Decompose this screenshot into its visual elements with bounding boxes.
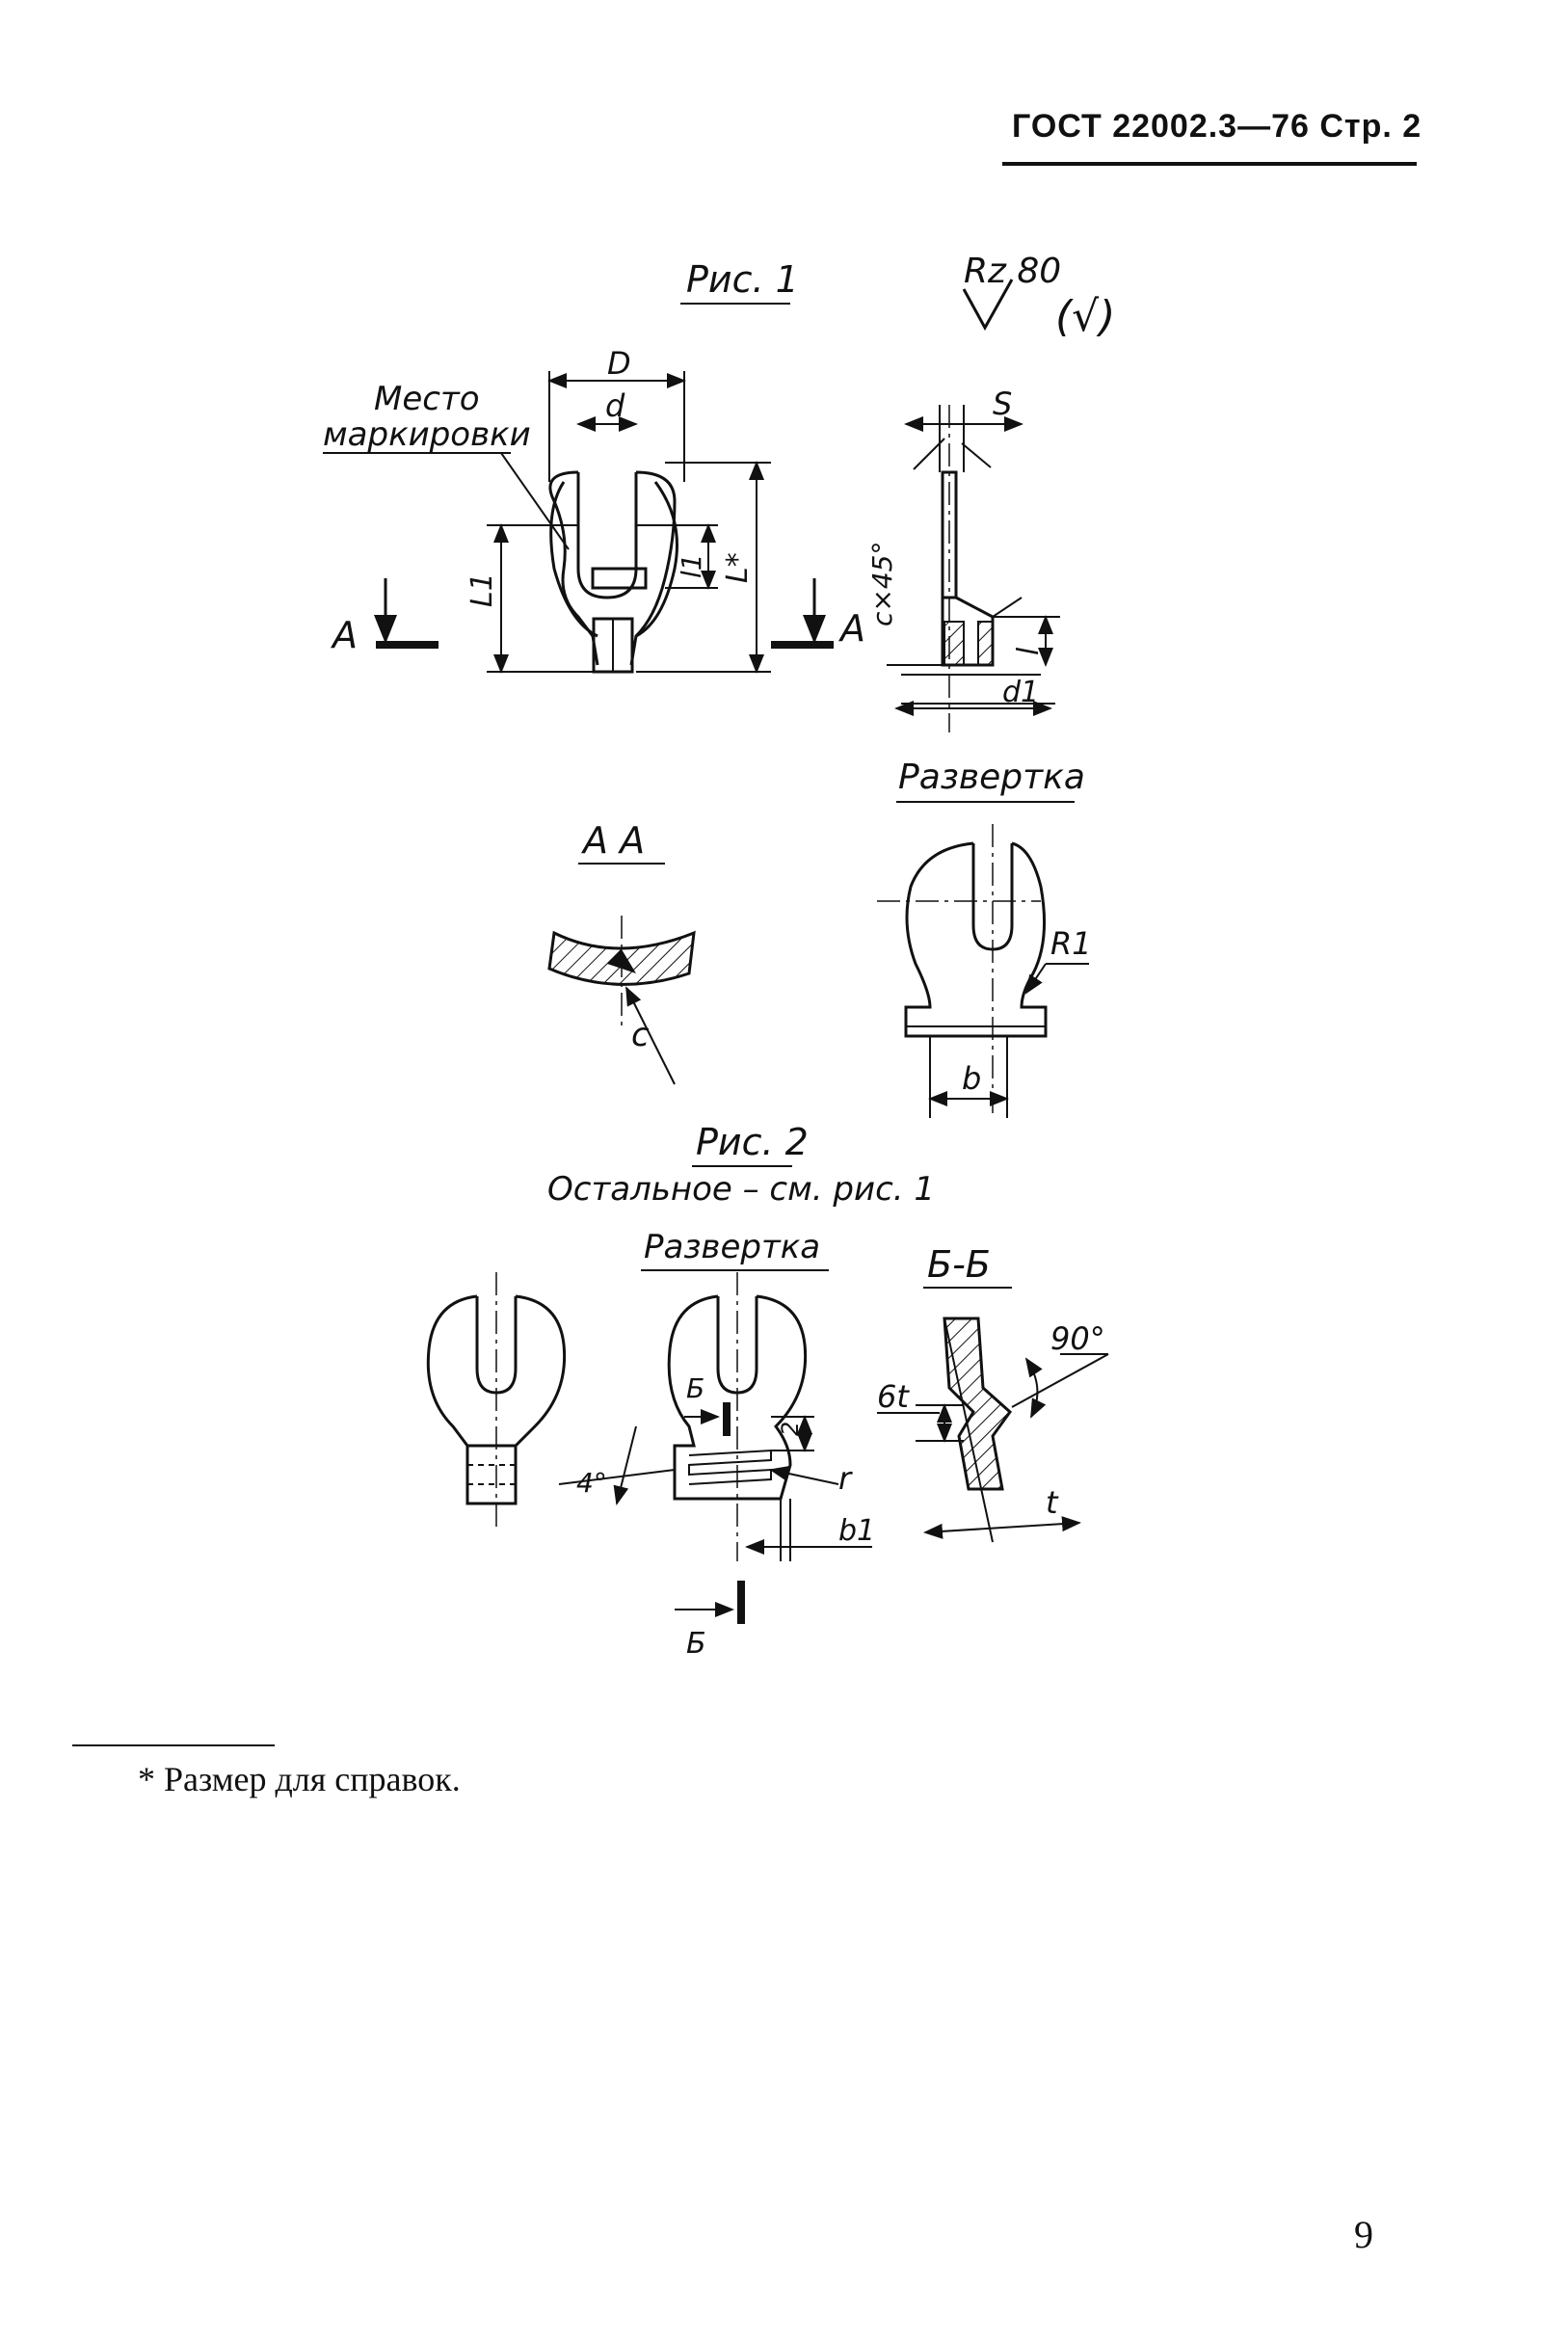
development-label-1: Развертка	[898, 758, 1085, 797]
dim-b1: b1	[838, 1514, 876, 1548]
fig2-subcaption: Остальное – см. рис. 1	[547, 1170, 936, 1209]
dim-c: c	[631, 1016, 650, 1054]
wrench-front-view	[550, 472, 678, 672]
wrench-fig2-left	[428, 1272, 564, 1532]
footnote: * Размер для справок.	[138, 1760, 461, 1798]
dim-S: S	[993, 386, 1013, 422]
dim-b: b	[962, 1060, 982, 1097]
fig2-caption: Рис. 2	[696, 1121, 809, 1163]
marking-label-1: Место	[374, 380, 480, 418]
footnote-rule	[72, 1744, 275, 1746]
dim-L: L*	[721, 552, 755, 583]
dim-90: 90°	[1050, 1320, 1105, 1357]
document-header: ГОСТ 22002.3—76 Стр. 2	[1012, 108, 1422, 145]
dim-chamfer: c×45°	[866, 541, 898, 626]
development-label-2: Развертка	[644, 1228, 821, 1266]
roughness-paren: (√)	[1055, 292, 1116, 341]
section-mark-top: Б	[686, 1372, 705, 1404]
dim-angle: 4°	[576, 1467, 607, 1499]
dim-t: t	[1046, 1484, 1058, 1521]
section-BB-label: Б-Б	[927, 1243, 991, 1286]
section-cut-mark-bottom	[737, 1581, 745, 1624]
page-number: 9	[1354, 2213, 1373, 2256]
roughness-label: Rz 80	[964, 252, 1062, 291]
dim-l: l	[1012, 647, 1046, 655]
dim-6t: 6t	[877, 1378, 909, 1415]
fig1-caption: Рис. 1	[686, 258, 799, 301]
section-BB-profile	[944, 1318, 1010, 1542]
section-AA-label: A A	[583, 819, 646, 862]
dim-l1: l1	[676, 553, 707, 578]
marking-label-2: маркировки	[323, 415, 531, 454]
section-cut-mark-top	[723, 1402, 731, 1436]
dim-L1-left: L1	[465, 572, 499, 607]
dim-r: r	[838, 1460, 852, 1497]
dim-d: d	[605, 387, 625, 424]
section-mark-right: A	[840, 607, 865, 650]
dim-2: 2	[777, 1421, 804, 1436]
section-mark-bottom: Б	[686, 1627, 706, 1661]
section-mark-left: A	[332, 614, 358, 656]
dim-R1: R1	[1050, 925, 1092, 962]
dim-D: D	[607, 345, 631, 382]
dim-d1: d1	[1002, 676, 1040, 709]
